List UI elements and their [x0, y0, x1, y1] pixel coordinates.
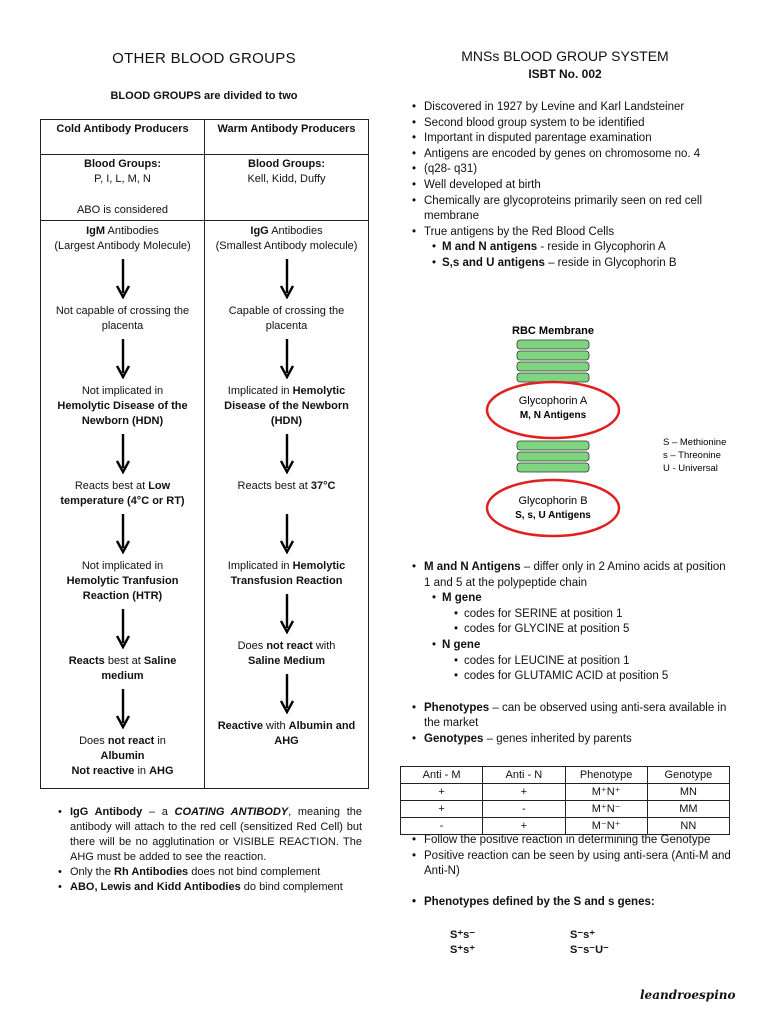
mn-antigens-rest: - reside in Glycophorin A: [537, 241, 666, 254]
ss-phenotype: S⁻s⁺: [570, 929, 596, 941]
cold-saline-verb: Reacts: [68, 655, 105, 667]
list-item: • Antigens are encoded by genes on chromosome no. 4: [412, 147, 732, 163]
cold-alb-medium: Albumin: [100, 750, 145, 762]
ss-phenotypes-grid: [450, 928, 650, 956]
table-cell: MN: [647, 784, 729, 801]
cold-groups: P, I, L, M, N: [94, 173, 151, 185]
table-row: [401, 801, 730, 818]
cold-ahg-neg: Not reactive: [71, 765, 135, 777]
table-header: Anti - M: [401, 767, 483, 784]
list-item: [58, 805, 362, 865]
warm-flow-cell: [205, 221, 369, 789]
phenotypes-rest: – can be observed using anti-sera available in the market: [424, 701, 727, 730]
down-arrow-icon: [47, 687, 198, 731]
table-header: Phenotype: [565, 767, 647, 784]
cold-antibody-desc: (Largest Antibody Molecule): [54, 240, 191, 252]
cold-saline-mid: best at: [104, 655, 144, 667]
table-cell: +: [483, 784, 565, 801]
list-item: [412, 732, 732, 748]
ssu-antigens-rest: – reside in Glycophorin B: [544, 256, 677, 269]
warm-temp-pre: Reacts best at: [237, 480, 311, 492]
cold-groups-label: Blood Groups:: [84, 158, 161, 170]
down-arrow-icon: [211, 432, 362, 476]
glycophorin-b-title: Glycophorin B: [518, 495, 588, 507]
list-item: [58, 880, 362, 895]
table-row: [41, 221, 369, 789]
table-cell: -: [483, 801, 565, 818]
left-notes-list: [58, 805, 362, 895]
cold-ahg-term: AHG: [149, 765, 174, 777]
system-title: MNSs BLOOD GROUP SYSTEM: [461, 48, 669, 64]
cold-temp-pre: Reacts best at: [74, 480, 149, 492]
cold-temp-value: Low temperature (4°C or RT): [60, 480, 185, 507]
mn-intro-term: M and N Antigens: [424, 561, 521, 573]
list-item: • Discovered in 1927 by Levine and Karl Landsteiner: [412, 100, 732, 116]
note-abo: ABO, Lewis and Kidd Antibodies: [70, 881, 241, 893]
note-rh-rest: does not bind complement: [188, 866, 321, 878]
warm-antibody-word: Antibodies: [268, 225, 323, 237]
warm-antibody-type: IgG: [250, 225, 269, 237]
cold-groups-cell: [41, 155, 205, 221]
author-signature: leandroespino: [640, 988, 736, 1002]
warm-saline-medium: Saline Medium: [247, 655, 326, 667]
list-item: • Second blood group system to be identified: [412, 116, 732, 132]
table-header: Anti - N: [483, 767, 565, 784]
genotypes-term: Genotypes: [424, 732, 484, 745]
system-subtitle: ISBT No. 002: [528, 67, 602, 81]
table-header-row: [401, 767, 730, 784]
facts-list: [412, 100, 732, 272]
glycophorin-a-title: Glycophorin A: [518, 395, 588, 407]
list-item: • Follow the positive reaction in determining the Genotype: [412, 833, 732, 849]
down-arrow-icon: [47, 337, 198, 381]
note-coating: COATING ANTIBODY: [174, 806, 289, 818]
table-row: [401, 784, 730, 801]
membrane-bands-bottom: [517, 441, 589, 472]
cold-hdn: [47, 381, 198, 432]
cold-htr-pre: Not implicated in: [81, 560, 164, 572]
table-header: Genotype: [647, 767, 729, 784]
warm-hdn: [211, 381, 362, 432]
down-arrow-icon: [47, 257, 198, 301]
page-title: OTHER BLOOD GROUPS: [112, 50, 296, 67]
warm-groups-label: Blood Groups:: [248, 158, 325, 170]
note-igg: IgG Antibody: [70, 806, 143, 818]
n-gene-label: N gene: [442, 638, 481, 651]
warm-albumin: [211, 716, 362, 752]
lead-text: BLOOD GROUPS are divided to two: [110, 90, 298, 102]
cold-antibody-type: IgM: [86, 225, 106, 237]
blood-groups-table: [40, 119, 369, 789]
warm-placenta: Capable of crossing the placenta: [228, 305, 345, 332]
down-arrow-icon: [47, 512, 198, 556]
table-cell: -: [401, 818, 483, 835]
list-item: • codes for GLYCINE at position 5: [412, 622, 732, 638]
table-cell: MM: [647, 801, 729, 818]
list-item: [412, 240, 732, 256]
glycophorin-b-ellipse: [487, 480, 619, 536]
cold-alb-pre: Does: [79, 735, 108, 747]
warm-saline-neg: not react: [266, 640, 313, 652]
legend-methionine: S – Methionine: [663, 437, 727, 448]
list-item: • Positive reaction can be seen by using anti-sera (Anti-M and Anti-N): [412, 849, 732, 880]
list-item: • Chemically are glycoproteins primarily seen on red cell membrane: [412, 194, 732, 225]
legend-universal: U - Universal: [663, 463, 718, 474]
legend-threonine: s – Threonine: [663, 450, 721, 461]
phenotype-table: [400, 766, 730, 835]
warm-header: Warm Antibody Producers: [217, 123, 356, 135]
ss-phenotype: S⁻s⁻U⁻: [570, 944, 609, 956]
mn-intro-rest: – differ only in 2 Amino acids at position 1 and 5 at the polypeptide chain: [424, 561, 726, 589]
cold-placenta: Not capable of crossing the placenta: [55, 305, 190, 332]
cold-albumin: [47, 731, 198, 782]
note-rh: Rh Antibodies: [114, 866, 189, 878]
glycophorin-diagram: [460, 320, 760, 540]
cold-flow-cell: [41, 221, 205, 789]
down-arrow-icon: [47, 607, 198, 651]
list-item: • True antigens by the Red Blood Cells: [412, 225, 732, 241]
membrane-bands-top: [517, 340, 589, 382]
warm-hdn-pre: Implicated in: [227, 385, 293, 397]
warm-htr-pre: Implicated in: [227, 560, 293, 572]
down-arrow-icon: [211, 672, 362, 716]
glycophorin-b-antigens: S, s, U Antigens: [515, 510, 591, 521]
list-item: • Well developed at birth: [412, 178, 732, 194]
note-dash: – a: [142, 806, 175, 818]
warm-alb-term: Albumin and AHG: [274, 720, 356, 747]
cold-hdn-term: Hemolytic Disease of the Newborn (HDN): [57, 400, 188, 427]
table-cell: M⁺N⁺: [565, 784, 647, 801]
list-item: [58, 865, 362, 880]
mn-antigens-list: [412, 560, 732, 748]
list-item: • codes for LEUCINE at position 1: [412, 654, 732, 670]
table-cell: M⁻N⁺: [565, 818, 647, 835]
warm-header-cell: [205, 120, 369, 155]
table-cell: +: [401, 801, 483, 818]
list-item: • Phenotypes defined by the S and s genes:: [412, 895, 732, 911]
warm-antibody-desc: (Smallest Antibody molecule): [215, 240, 358, 252]
warm-saline: [211, 636, 362, 672]
warm-alb-verb: Reactive: [217, 720, 263, 732]
list-item: [412, 591, 732, 607]
table-cell: M⁺N⁻: [565, 801, 647, 818]
warm-alb-mid: with: [262, 720, 289, 732]
mn-antigens-term: M and N antigens: [442, 241, 538, 254]
warm-groups-cell: [205, 155, 369, 221]
note-rh-pre: Only the: [70, 866, 115, 878]
down-arrow-icon: [211, 257, 362, 301]
warm-temp-value: 37°C: [310, 480, 336, 492]
cold-hdn-pre: Not implicated in: [81, 385, 164, 397]
down-arrow-icon: [47, 432, 198, 476]
warm-htr: [211, 556, 362, 592]
warm-temperature: [211, 476, 362, 512]
warm-antibody: [211, 221, 362, 257]
list-item: • Important in disputed parentage examination: [412, 131, 732, 147]
phenotypes-term: Phenotypes: [424, 701, 490, 714]
cold-htr: [47, 556, 198, 607]
down-arrow-icon: [211, 512, 362, 556]
cold-htr-term: Hemolytic Tranfusion Reaction (HTR): [66, 575, 179, 602]
glycophorin-a-antigens: M, N Antigens: [519, 410, 587, 421]
table-cell: +: [483, 818, 565, 835]
cold-antibody-word: Antibodies: [105, 225, 159, 237]
follow-list: [412, 833, 732, 910]
list-item: [412, 638, 732, 654]
down-arrow-icon: [211, 337, 362, 381]
cold-header-cell: [41, 120, 205, 155]
table-row: [401, 818, 730, 835]
list-item: [412, 560, 732, 591]
cold-abo-note: ABO is considered: [76, 204, 169, 216]
table-cell: NN: [647, 818, 729, 835]
ss-phenotype: S⁺s⁺: [450, 944, 476, 956]
note-igg-rest: , meaning the antibody will attach to the red cell (sensitized Red Cell) but there will be no agglutination or VISIBLE REACTION. The AHG must be added to see the reaction.: [70, 806, 363, 863]
cold-alb-neg: not react: [107, 735, 155, 747]
down-arrow-icon: [211, 592, 362, 636]
ssu-antigens-term: S,s and U antigens: [442, 256, 545, 269]
list-item: [412, 256, 732, 272]
cold-saline-medium: Saline medium: [101, 655, 177, 682]
cold-header: Cold Antibody Producers: [56, 123, 189, 135]
list-item: • codes for SERINE at position 1: [412, 607, 732, 623]
genotypes-rest: – genes inherited by parents: [483, 732, 632, 745]
cold-antibody: [47, 221, 198, 257]
m-gene-label: M gene: [442, 592, 482, 605]
table-row: [41, 120, 369, 155]
list-item: • codes for GLUTAMIC ACID at position 5: [412, 669, 732, 685]
membrane-label: RBC Membrane: [512, 325, 594, 337]
warm-groups: Kell, Kidd, Duffy: [247, 173, 326, 185]
cold-saline: [47, 651, 198, 687]
list-item: • (q28- q31): [412, 162, 732, 178]
cold-ahg-mid: in: [134, 765, 150, 777]
table-cell: +: [401, 784, 483, 801]
warm-saline-mid: with: [312, 640, 336, 652]
table-row: [41, 155, 369, 221]
list-item: [412, 701, 732, 732]
ss-phenotype: S⁺s⁻: [450, 929, 476, 941]
cold-alb-mid: in: [154, 735, 166, 747]
warm-hdn-term: Hemolytic Disease of the Newborn (HDN): [224, 385, 349, 427]
warm-htr-term: Hemolytic Transfusion Reaction: [230, 560, 346, 587]
warm-saline-pre: Does: [237, 640, 267, 652]
cold-temperature: [47, 476, 198, 512]
note-abo-rest: do bind complement: [240, 881, 343, 893]
